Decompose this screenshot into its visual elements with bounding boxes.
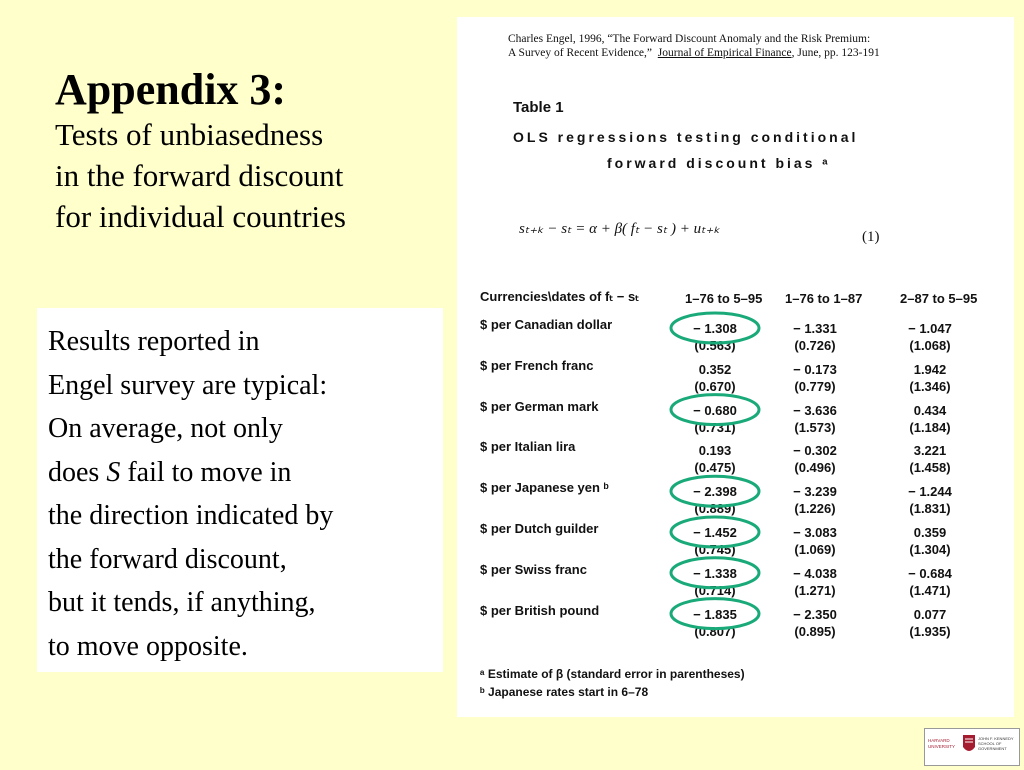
subtitle-line: in the forward discount: [55, 158, 344, 193]
title-block: [55, 66, 445, 237]
estimate-period-1: − 1.308: [693, 321, 737, 336]
header-period-2: 1–76 to 1–87: [785, 291, 863, 306]
svg-text:JOHN F. KENNEDY: JOHN F. KENNEDY: [978, 736, 1014, 741]
estimate-period-3: − 1.047: [908, 321, 952, 336]
table-row: [480, 397, 1010, 437]
regression-equation: sₜ₊ₖ − sₜ = α + β( fₜ − sₜ ) + uₜ₊ₖ: [519, 221, 720, 237]
table-row: [480, 478, 1010, 518]
estimate-period-2: − 0.173: [793, 361, 837, 377]
table-row: [480, 601, 1010, 641]
std-error-period-2: (1.226): [794, 501, 836, 517]
summary-line: but it tends, if anything,: [48, 587, 316, 618]
std-error-period-1: (0.731): [694, 419, 736, 435]
table-row: [480, 356, 1010, 396]
std-error-period-1: (0.475): [694, 460, 736, 476]
summary-box: [37, 308, 443, 672]
table-header: [480, 289, 1010, 311]
currency-label: $ per Swiss franc: [480, 561, 587, 577]
summary-line: the forward discount,: [48, 543, 287, 575]
currency-label: $ per British pound: [480, 602, 600, 618]
estimate-period-3: − 1.244: [908, 484, 952, 500]
table-title: OLS regressions testing conditional: [513, 129, 859, 145]
std-error-period-3: (1.831): [909, 501, 951, 517]
estimate-period-2: − 3.636: [793, 402, 837, 418]
slide-subtitle: [55, 114, 445, 237]
logo-image: [925, 729, 1019, 765]
svg-text:HARVARD: HARVARD: [928, 738, 950, 743]
equation-number: (1): [862, 229, 880, 245]
harvard-kennedy-school-logo: [924, 728, 1020, 766]
std-error-period-3: (1.184): [909, 419, 951, 435]
currency-label: $ per Dutch guilder: [480, 521, 599, 536]
estimate-period-2: − 2.350: [793, 606, 837, 622]
summary-line: the direction indicated by: [48, 500, 334, 531]
estimate-period-1: − 2.398: [693, 484, 737, 500]
currency-label: $ per French franc: [480, 357, 594, 373]
estimate-period-3: 0.077: [913, 606, 947, 622]
footnotes: [480, 665, 745, 701]
estimate-period-3: 3.221: [913, 443, 947, 459]
citation: [508, 32, 880, 60]
std-error-period-3: (1.304): [909, 542, 951, 557]
estimate-period-3: 1.942: [913, 361, 947, 377]
summary-line: [48, 451, 443, 495]
subtitle-line: for individual countries: [55, 199, 346, 234]
estimate-period-2: − 4.038: [793, 565, 837, 581]
table-row: [480, 437, 1010, 477]
std-error-period-1: (0.714): [694, 582, 736, 598]
std-error-period-2: (0.779): [794, 378, 836, 394]
citation-line: Charles Engel, 1996, “The Forward Discount Anomaly and the Risk Premium:: [508, 33, 871, 45]
std-error-period-2: (1.069): [794, 542, 836, 557]
std-error-period-3: (1.458): [909, 460, 951, 476]
summary-line: Results reported in: [48, 326, 260, 357]
header-currencies: Currencies\dates of fₜ − sₜ: [480, 289, 640, 304]
estimate-period-2: − 3.239: [793, 484, 837, 500]
std-error-period-3: (1.935): [909, 623, 951, 639]
estimate-period-1: − 1.338: [693, 565, 737, 581]
currency-label: $ per Canadian dollar: [480, 317, 613, 332]
svg-text:GOVERNMENT: GOVERNMENT: [978, 746, 1007, 751]
currency-label: $ per Italian lira: [480, 439, 576, 455]
summary-line: On average, not only: [48, 413, 283, 444]
std-error-period-3: (1.346): [909, 378, 951, 394]
std-error-period-1: (0.889): [694, 501, 736, 517]
svg-text:SCHOOL OF: SCHOOL OF: [978, 741, 1002, 746]
std-error-period-1: (0.807): [694, 623, 736, 639]
journal-name: Journal of Empirical Finance: [657, 47, 792, 59]
summary-text: fail to move in: [120, 456, 292, 488]
currency-label: $ per Japanese yen ᵇ: [480, 480, 609, 496]
citation-text: , June, pp. 123-191: [791, 47, 880, 59]
std-error-period-1: (0.745): [694, 542, 736, 557]
currency-label: $ per German mark: [480, 398, 599, 414]
estimate-period-2: − 0.302: [793, 443, 837, 459]
table-row: [480, 519, 1010, 559]
estimate-period-1: − 0.680: [693, 402, 737, 418]
estimate-period-1: 0.193: [698, 443, 732, 459]
estimate-period-1: − 1.835: [693, 606, 737, 622]
std-error-period-3: (1.471): [909, 582, 951, 598]
estimate-period-2: − 3.083: [793, 525, 837, 540]
header-period-1: 1–76 to 5–95: [685, 291, 763, 306]
header-period-3: 2–87 to 5–95: [900, 291, 978, 306]
estimate-period-2: − 1.331: [793, 321, 837, 336]
table-title: forward discount bias ᵃ: [607, 155, 831, 171]
footnote: ᵇ Japanese rates start in 6–78: [480, 685, 649, 699]
citation-text: A Survey of Recent Evidence,”: [508, 47, 653, 59]
subtitle-line: Tests of unbiasedness: [55, 117, 324, 152]
footnote: ᵃ Estimate of β (standard error in parentheses): [480, 667, 745, 681]
table-row: [480, 560, 1010, 600]
estimate-period-3: 0.434: [913, 402, 947, 418]
std-error-period-1: (0.670): [694, 378, 736, 394]
std-error-period-2: (1.573): [794, 419, 836, 435]
estimate-period-1: 0.352: [698, 361, 732, 377]
citation-line: [508, 46, 880, 60]
estimate-period-3: 0.359: [913, 525, 947, 540]
std-error-period-2: (0.895): [794, 623, 836, 639]
slide-title: Appendix 3:: [55, 65, 287, 114]
std-error-period-3: (1.068): [909, 338, 951, 353]
table-label: Table 1: [513, 99, 564, 116]
summary-text: does: [48, 456, 107, 488]
std-error-period-2: (0.726): [794, 338, 836, 353]
std-error-period-2: (0.496): [794, 460, 836, 476]
table-row: [480, 315, 1010, 355]
scanned-table-image: [457, 17, 1014, 717]
variable-s: S: [106, 456, 121, 488]
svg-text:UNIVERSITY: UNIVERSITY: [928, 744, 956, 749]
summary-line: to move opposite.: [48, 630, 248, 662]
estimate-period-3: − 0.684: [908, 565, 952, 581]
std-error-period-1: (0.563): [694, 338, 736, 353]
estimate-period-1: − 1.452: [693, 525, 737, 540]
std-error-period-2: (1.271): [794, 582, 836, 598]
summary-line: Engel survey are typical:: [48, 369, 328, 401]
